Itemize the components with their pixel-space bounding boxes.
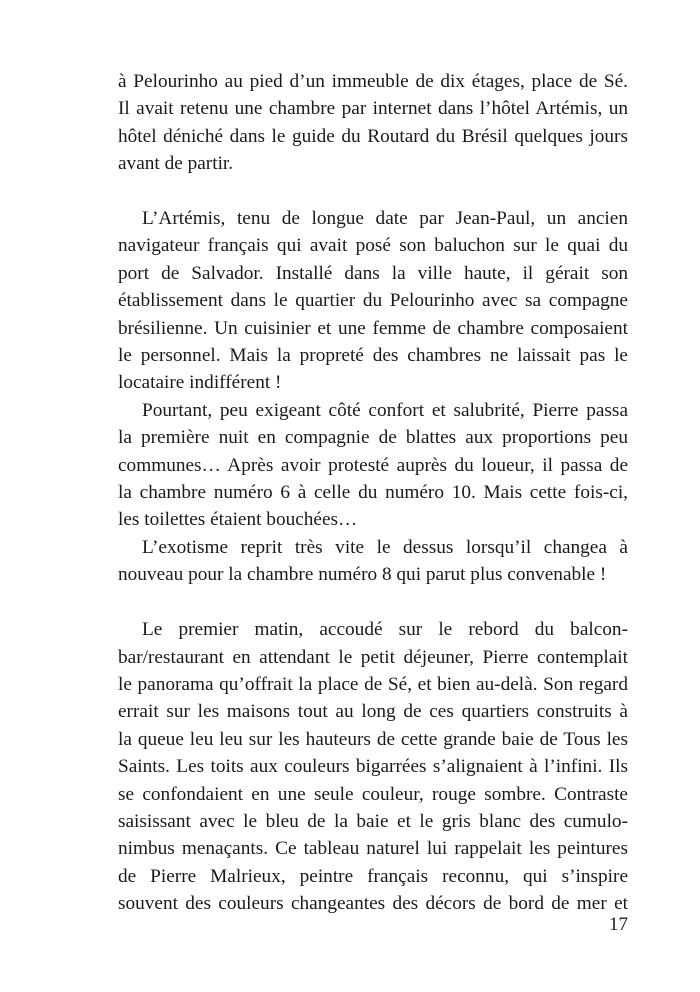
text-line: de Pierre Malrieux, peintre français reconnu, qui s’inspire	[118, 865, 628, 887]
paragraph-5	[118, 616, 628, 917]
body-text	[118, 68, 628, 918]
text-line: avant de partir.	[118, 153, 234, 175]
text-line: L’exotisme reprit très vite le dessus lorsqu’il changea à	[142, 536, 628, 558]
paragraph-2	[118, 205, 628, 397]
text-line: la première nuit en compagnie de blattes aux proportions peu	[118, 427, 628, 449]
text-line: souvent des couleurs changeantes des décors de bord de mer et	[118, 893, 628, 915]
text-line: errait sur les maisons tout au long de ces quartiers construits à	[118, 701, 628, 723]
text-line: se confondaient en une seule couleur, rouge sombre. Contraste	[118, 783, 628, 805]
text-line: navigateur français qui avait posé son baluchon sur le quai du	[118, 235, 628, 257]
text-line: Il avait retenu une chambre par internet dans l’hôtel Artémis, un	[118, 98, 628, 120]
text-line: nimbus menaçants. Ce tableau naturel lui rappelait les peintures	[118, 838, 628, 860]
page-number: 17	[609, 914, 628, 935]
text-line: Saints. Les toits aux couleurs bigarrées s’alignaient à l’infini. Ils	[118, 756, 628, 778]
paragraph-1	[118, 68, 628, 178]
text-line: communes… Après avoir protesté auprès du loueur, il passa de	[118, 454, 628, 476]
text-line: Pourtant, peu exigeant côté confort et salubrité, Pierre passa	[142, 399, 628, 421]
paragraph-4	[118, 534, 628, 589]
text-line: la chambre numéro 6 à celle du numéro 10. Mais cette fois-ci,	[118, 482, 628, 504]
text-line: le panorama qu’offrait la place de Sé, et bien au-delà. Son regard	[118, 673, 628, 695]
text-line: hôtel déniché dans le guide du Routard du Brésil quelques jours	[118, 125, 628, 147]
text-line: la queue leu leu sur les hauteurs de cette grande baie de Tous les	[118, 728, 628, 750]
text-line: brésilienne. Un cuisinier et une femme de chambre composaient	[118, 317, 628, 339]
text-line: port de Salvador. Installé dans la ville haute, il gérait son	[118, 262, 628, 284]
paragraph-3	[118, 397, 628, 534]
text-line: à Pelourinho au pied d’un immeuble de dix étages, place de Sé.	[118, 71, 628, 92]
paragraph-gap	[118, 178, 628, 205]
text-line: les toilettes étaient bouchées…	[118, 509, 358, 531]
text-line: le personnel. Mais la propreté des chambres ne laissait pas le	[118, 345, 628, 367]
text-line: Le premier matin, accoudé sur le rebord du balcon-	[142, 619, 628, 641]
text-line: saisissant avec le bleu de la baie et le gris blanc des cumulo-	[118, 810, 628, 832]
text-line: nouveau pour la chambre numéro 8 qui parut plus convenable !	[118, 564, 607, 586]
paragraph-gap	[118, 589, 628, 616]
text-line: L’Artémis, tenu de longue date par Jean-Paul, un ancien	[142, 208, 628, 230]
text-line: bar/restaurant en attendant le petit déjeuner, Pierre contemplait	[118, 646, 628, 668]
text-line: établissement dans le quartier du Pelourinho avec sa compagne	[118, 290, 628, 312]
text-line: locataire indifférent !	[118, 372, 282, 394]
